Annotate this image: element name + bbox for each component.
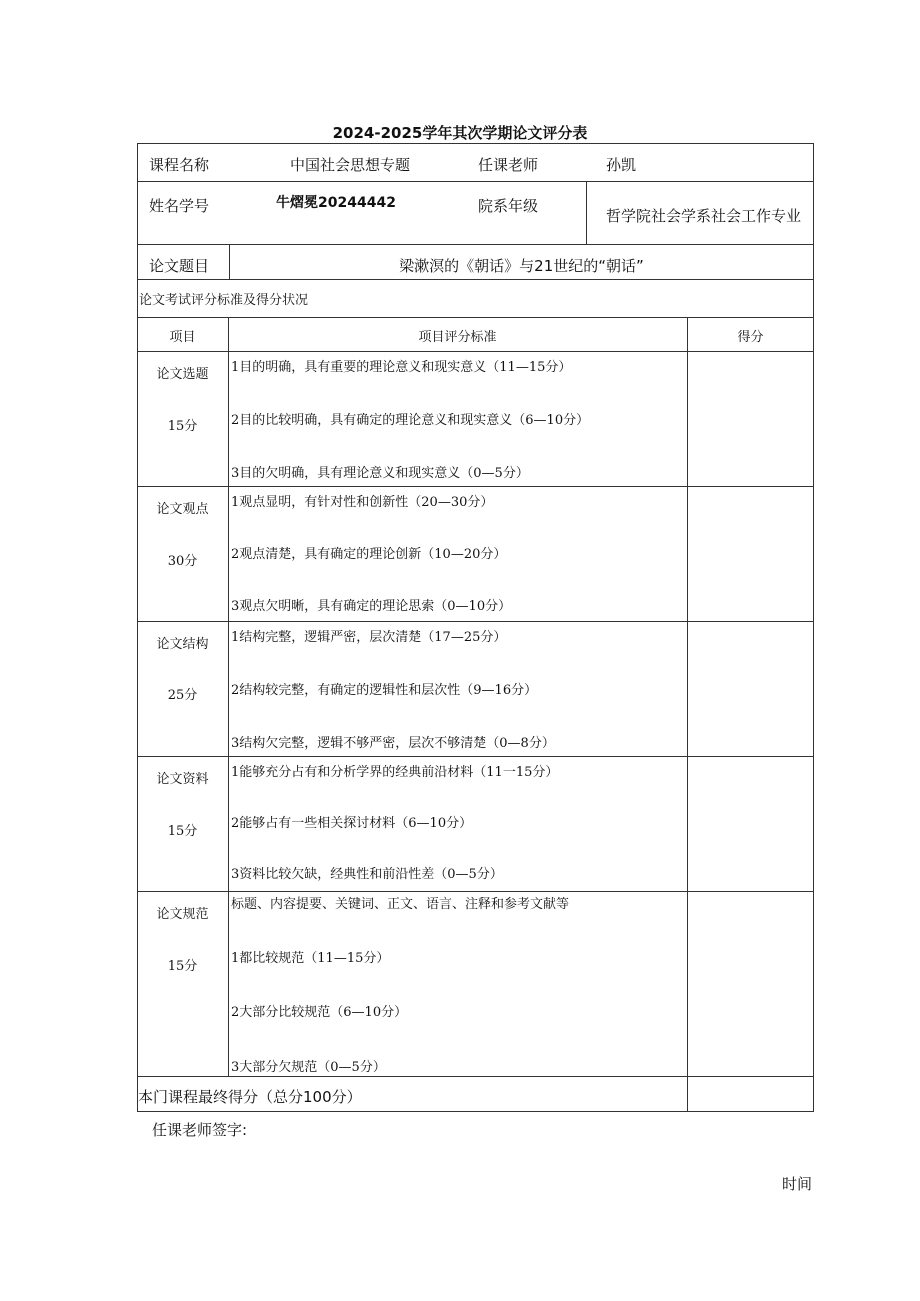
divider bbox=[137, 1076, 814, 1077]
final-score-label: 本门课程最终得分（总分100分） bbox=[138, 1088, 362, 1106]
divider bbox=[137, 351, 814, 352]
student-value: 牛熠冕20244442 bbox=[276, 195, 396, 211]
divider bbox=[137, 244, 814, 245]
column-header-item: 项目 bbox=[169, 330, 196, 345]
criteria-line: 3目的欠明确，具有理论意义和现实意义（0—5分） bbox=[231, 466, 529, 481]
row-name: 论文选题 bbox=[156, 367, 209, 382]
criteria-line: 3观点欠明晰，具有确定的理论思索（0—10分） bbox=[231, 599, 512, 614]
divider bbox=[228, 317, 229, 1076]
row-points: 15分 bbox=[167, 419, 198, 434]
criteria-line: 1目的明确，具有重要的理论意义和现实意义（11—15分） bbox=[231, 360, 572, 375]
divider bbox=[137, 891, 814, 892]
divider bbox=[137, 486, 814, 487]
criteria-line: 2能够占有一些相关探讨材料（6—10分） bbox=[231, 816, 473, 831]
criteria-line: 2观点清楚，具有确定的理论创新（10—20分） bbox=[231, 547, 507, 562]
department-label: 院系年级 bbox=[478, 197, 539, 215]
criteria-line: 1能够充分占有和分析学界的经典前沿材料（11一15分） bbox=[231, 765, 559, 780]
page-title: 2024-2025学年其次学期论文评分表 bbox=[332, 124, 588, 142]
divider bbox=[137, 621, 814, 622]
divider bbox=[137, 756, 814, 757]
grading-table bbox=[137, 317, 814, 1112]
section-header: 论文考试评分标准及得分状况 bbox=[139, 293, 309, 308]
criteria-line: 1结构完整，逻辑严密，层次清楚（17—25分） bbox=[231, 630, 507, 645]
row-name: 论文结构 bbox=[156, 637, 209, 652]
criteria-line: 2结构较完整，有确定的逻辑性和层次性（9—16分） bbox=[231, 683, 538, 698]
row-name: 论文规范 bbox=[156, 907, 209, 922]
row-name: 论文资料 bbox=[156, 772, 209, 787]
criteria-line: 1都比较规范（11—15分） bbox=[231, 951, 390, 966]
row-points: 15分 bbox=[167, 824, 198, 839]
course-name-label: 课程名称 bbox=[149, 156, 210, 174]
criteria-line: 3大部分欠规范（0—5分） bbox=[231, 1060, 386, 1075]
column-header-criteria: 项目评分标准 bbox=[418, 330, 497, 345]
criteria-line: 3资料比较欠缺，经典性和前沿性差（0—5分） bbox=[231, 867, 503, 882]
student-label: 姓名学号 bbox=[149, 197, 210, 215]
time-label: 时间 bbox=[782, 1175, 813, 1193]
signature-label: 任课老师签字: bbox=[152, 1121, 248, 1139]
topic-value: 梁漱溟的《朝话》与21世纪的“朝话” bbox=[399, 257, 644, 275]
criteria-line: 2目的比较明确，具有确定的理论意义和现实意义（6—10分） bbox=[231, 413, 590, 428]
criteria-line: 1观点显明，有针对性和创新性（20—30分） bbox=[231, 495, 494, 510]
divider bbox=[586, 181, 587, 244]
row-points: 15分 bbox=[167, 959, 198, 974]
row-points: 30分 bbox=[167, 554, 198, 569]
course-name-value: 中国社会思想专题 bbox=[290, 156, 411, 174]
criteria-line: 3结构欠完整，逻辑不够严密，层次不够清楚（0—8分） bbox=[231, 736, 555, 751]
criteria-line: 标题、内容提要、关键词、正文、语言、注释和参考文献等 bbox=[231, 897, 570, 912]
divider bbox=[687, 317, 688, 1112]
column-header-score: 得分 bbox=[737, 330, 764, 345]
criteria-line: 2大部分比较规范（6—10分） bbox=[231, 1005, 408, 1020]
teacher-value: 孙凯 bbox=[606, 156, 637, 174]
row-points: 25分 bbox=[167, 688, 198, 703]
teacher-label: 任课老师 bbox=[478, 156, 539, 174]
row-name: 论文观点 bbox=[156, 502, 209, 517]
department-value: 哲学院社会学系社会工作专业 bbox=[606, 207, 802, 225]
topic-label: 论文题目 bbox=[149, 257, 210, 275]
divider bbox=[137, 181, 814, 182]
